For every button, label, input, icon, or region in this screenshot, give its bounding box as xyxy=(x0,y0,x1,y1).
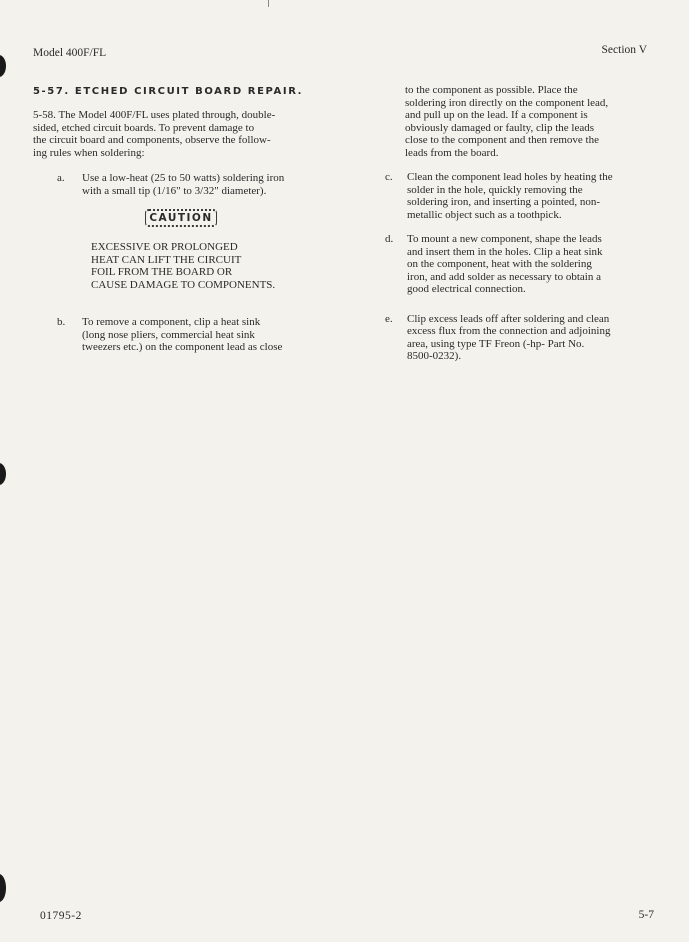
caution-badge: CAUTION xyxy=(145,209,217,227)
binder-hole-middle xyxy=(0,463,6,485)
step-b-continued: to the component as possible. Place the soldering iron directly on the component lead, and pull up on the lead. If a component is obviously damaged or faulty, clip the leads close to the component and then remove the leads from the board. xyxy=(405,84,609,159)
step-text: Clean the component lead holes by heating the solder in the hole, quickly removing the soldering iron, and inserting a pointed, non- metallic object such as a toothpick. xyxy=(407,171,613,221)
header-model: Model 400F/FL xyxy=(33,47,107,59)
step-d xyxy=(385,233,655,296)
step-letter: e. xyxy=(385,312,393,325)
step-letter: d. xyxy=(385,233,394,245)
step-text: To remove a component, clip a heat sink (long nose pliers, commercial heat sink tweezers etc.) on the component lead as close xyxy=(82,316,283,353)
step-text: Use a low-heat (25 to 50 watts) soldering iron with a small tip (1/16" to 3/32" diameter). xyxy=(82,172,285,197)
binder-hole-bottom xyxy=(0,874,6,902)
step-text: Clip excess leads off after soldering and clean excess flux from the connection and adjoining area, using type TF Freon (-hp- Part No. 8500-0232). xyxy=(407,312,611,362)
intro-paragraph: 5-58. The Model 400F/FL uses plated through, double- sided, etched circuit boards. To prevent damage to the circuit board and components, observe the follow- ing rules when soldering: xyxy=(33,109,276,159)
header-section: Section V xyxy=(601,44,647,56)
step-letter: a. xyxy=(57,172,65,184)
left-column xyxy=(33,86,333,354)
step-letter: b. xyxy=(57,316,66,328)
crop-mark xyxy=(268,0,269,7)
step-text: To mount a new component, shape the leads and insert them in the holes. Clip a heat sink on the component, heat with the soldering iron, and add solder as necessary to obtain a good electrical connection. xyxy=(407,233,603,295)
right-column xyxy=(385,84,655,363)
step-e xyxy=(385,313,655,363)
section-heading: 5-57. ETCHED CIRCUIT BOARD REPAIR. xyxy=(33,86,304,97)
step-c xyxy=(385,171,655,221)
step-letter: c. xyxy=(385,171,393,183)
footer-doc-number: 01795-2 xyxy=(40,910,82,922)
binder-hole-top xyxy=(0,55,6,77)
step-b xyxy=(33,316,333,354)
caution-text: EXCESSIVE OR PROLONGED HEAT CAN LIFT THE CIRCUIT FOIL FROM THE BOARD OR CAUSE DAMAGE TO COMPONENTS. xyxy=(91,241,276,291)
caution-label xyxy=(145,209,225,227)
step-a xyxy=(33,172,333,197)
footer-page-number: 5-7 xyxy=(638,909,654,921)
